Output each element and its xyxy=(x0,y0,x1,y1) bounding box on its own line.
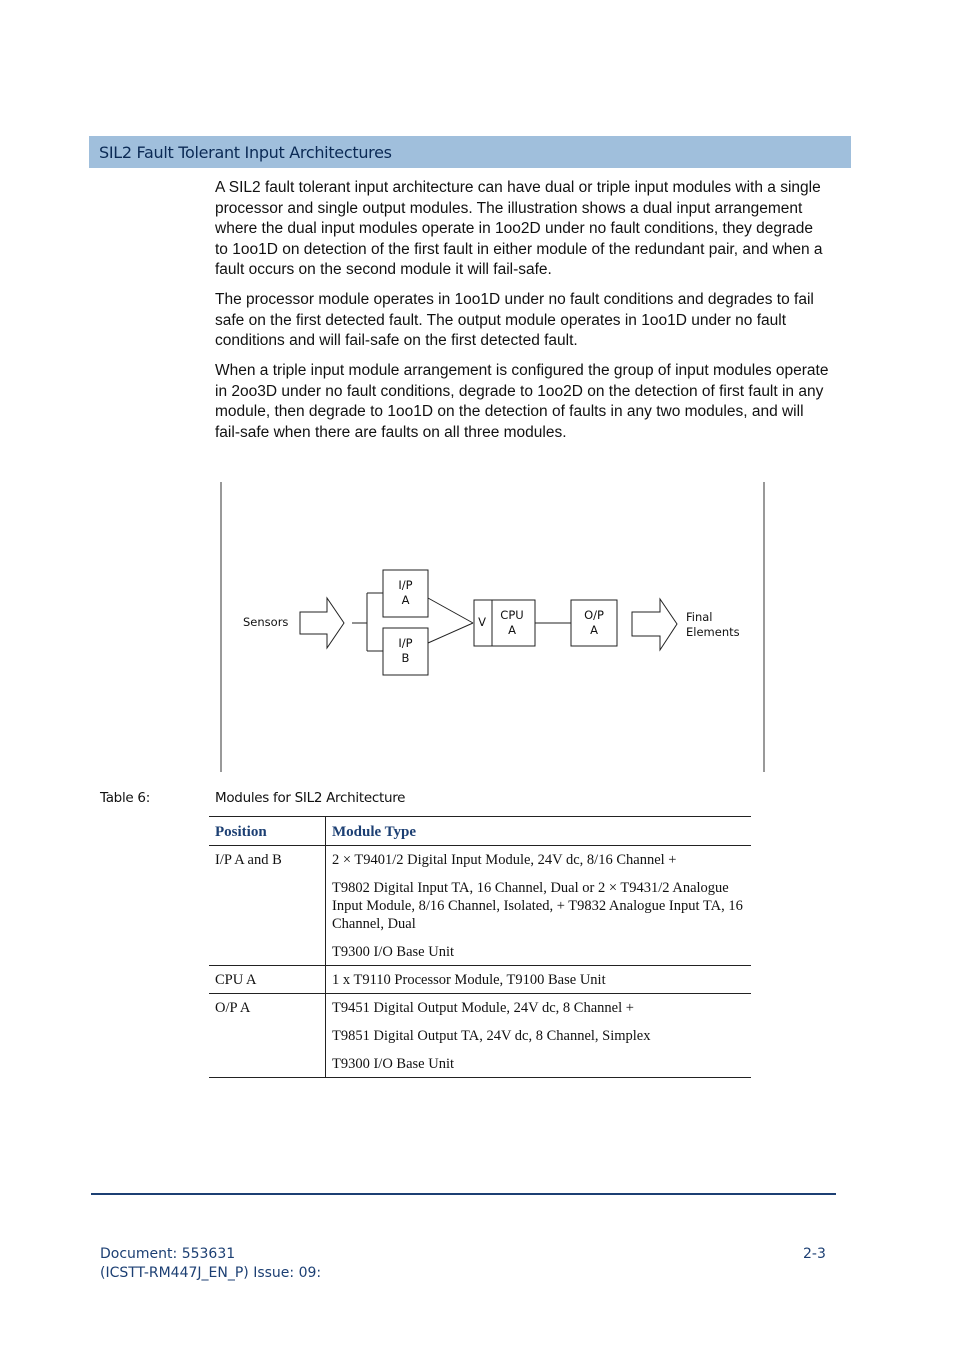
final-elements-label-1: Final xyxy=(686,610,713,624)
sil2-architecture-diagram xyxy=(210,480,770,775)
paragraph-processor: The processor module operates in 1oo1D under no fault conditions and degrades to fail safe on the first detected fault. The output module operates in 1oo1D under no fault conditions and will fail-safe on the first detected fault. xyxy=(215,291,814,349)
module-line: T9451 Digital Output Module, 24V dc, 8 Channel + xyxy=(332,1000,634,1016)
ip-a-label-1: I/P xyxy=(398,578,413,592)
table-header-row xyxy=(209,817,751,846)
module-type-cell xyxy=(326,994,752,1078)
module-line: T9300 I/O Base Unit xyxy=(332,944,455,960)
op-a-label-2: A xyxy=(590,623,598,637)
final-elements-label-2: Elements xyxy=(686,625,740,639)
ipb-to-voter-line xyxy=(428,623,473,643)
module-type-cell xyxy=(326,846,752,966)
footer-document-number: Document: 553631 xyxy=(100,1246,236,1262)
table-row xyxy=(209,994,751,1078)
table-row xyxy=(209,966,751,994)
sensors-label: Sensors xyxy=(243,615,289,629)
module-line: 2 × T9401/2 Digital Input Module, 24V dc, 8/16 Channel + xyxy=(332,852,677,868)
ip-a-label-2: A xyxy=(401,593,410,607)
header-module-type: Module Type xyxy=(326,817,752,846)
modules-table xyxy=(209,816,751,1078)
cpu-a-label-2: A xyxy=(508,623,516,637)
ip-b-label-1: I/P xyxy=(398,636,413,650)
table-caption-number: Table 6: xyxy=(100,790,150,806)
paragraph-triple-input: When a triple input module arrangement is configured the group of input modules operate in 2oo3D under no fault conditions, degrade to 1oo2D on the detection of first fault in any module, then degrade to 1oo1D on the detection of faults in any two modules, and will fail-safe when there are faults on all three modules. xyxy=(215,362,829,441)
op-a-label-1: O/P xyxy=(584,608,604,622)
footer-rule xyxy=(91,1193,836,1195)
footer-document-reference: (ICSTT-RM447J_EN_P) Issue: 09: xyxy=(100,1265,322,1281)
cpu-a-label-1: CPU xyxy=(500,608,524,622)
voter-label: V xyxy=(478,615,486,629)
module-line: 1 x T9110 Processor Module, T9100 Base Unit xyxy=(332,972,606,988)
final-elements-arrow-icon xyxy=(632,599,677,650)
module-type-cell xyxy=(326,966,752,994)
module-line: T9802 Digital Input TA, 16 Channel, Dual or 2 × T9431/2 Analogue Input Module, 8/16 Channel, Isolated, + T9832 Analogue Input TA, 16 Channel, Dual xyxy=(332,880,743,932)
table-row xyxy=(209,846,751,966)
position-cell: I/P A and B xyxy=(209,846,326,966)
ip-b-label-2: B xyxy=(401,651,410,665)
ipa-to-voter-line xyxy=(428,598,473,623)
position-cell: CPU A xyxy=(209,966,326,994)
module-line: T9300 I/O Base Unit xyxy=(332,1056,455,1072)
footer-page-number: 2-3 xyxy=(803,1246,826,1262)
module-line: T9851 Digital Output TA, 24V dc, 8 Channel, Simplex xyxy=(332,1028,651,1044)
header-position: Position xyxy=(209,817,326,846)
table-caption-title: Modules for SIL2 Architecture xyxy=(215,790,406,806)
position-cell: O/P A xyxy=(209,994,326,1078)
section-title: SIL2 Fault Tolerant Input Architectures xyxy=(99,143,392,162)
paragraph-dual-input: A SIL2 fault tolerant input architecture can have dual or triple input modules with a single processor and single output modules. The illustration shows a dual input arrangement where the dual input modules operate in 1oo2D under no fault conditions, they degrade to 1oo1D on detection of the first fault in either module of the redundant pair, and when a fault occurs on the second module it will fail-safe. xyxy=(215,179,823,278)
sensors-arrow-icon xyxy=(300,598,344,648)
section-heading-bar xyxy=(89,136,851,168)
